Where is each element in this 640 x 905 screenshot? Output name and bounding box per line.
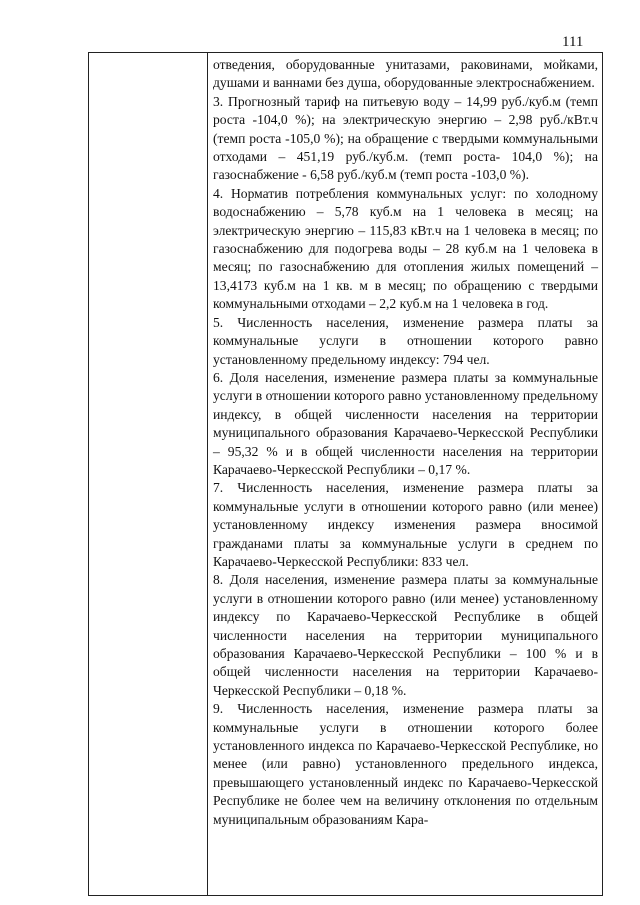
page-number: 111 [562, 34, 584, 50]
table-left-column [89, 53, 208, 895]
paragraph-item-4-norms: 4. Норматив потребления коммунальных услуг: по холодному водоснабжению – 5,78 куб.м на 1 человека в месяц; на электрическую энергию – 115,83 кВт.ч на 1 человека в месяц; по газоснабжению для подогрева воды – 28 куб.м на 1 человека в месяц; по газоснабжению для отопления жилых помещений – 13,4173 куб.м на 1 кв. м в месяц; по обращению с твердыми коммунальными отходами – 2,2 куб.м на 1 человека в год. [213, 185, 598, 312]
paragraph-item-5-population: 5. Численность населения, изменение размера платы за коммунальные услуги в отношении которого равно установленному предельному индексу: 794 чел. [213, 314, 598, 367]
document-table [88, 52, 603, 896]
paragraph-item-3-tariffs: 3. Прогнозный тариф на питьевую воду – 14,99 руб./куб.м (темп роста -104,0 %); на электрическую энергию – 2,98 руб./кВт.ч (темп роста -105,0 %); на обращение с твердыми коммунальными отходами – 451,19 руб./куб.м. (темп роста- 104,0 %); на газоснабжение - 6,58 руб./куб.м (темп роста -103,0 %). [213, 93, 598, 183]
paragraph-continuation: отведения, оборудованные унитазами, раковинами, мойками, душами и ваннами без душа, оборудованные электроснабжением. [213, 57, 598, 91]
paragraph-item-8-share: 8. Доля населения, изменение размера платы за коммунальные услуги в отношении которого равно (или менее) установленному индексу по Карачаево-Черкесской Республике в общей численности населения на территории муниципального образования Карачаево-Черкесской Республики – 100 % и в общей численности населения на территории Карачаево-Черкесской Республики – 0,18 %. [213, 572, 598, 698]
paragraph-item-7-population: 7. Численность населения, изменение размера платы за коммунальные услуги в отношении которого равно (или менее) установленному индексу изменения размера вносимой гражданами платы за коммунальные услуги в среднем по Карачаево-Черкесской Республики: 833 чел. [213, 480, 598, 569]
paragraph-item-6-share: 6. Доля населения, изменение размера платы за коммунальные услуги в отношении которого равно установленному предельному индексу, в общей численности населения на территории муниципального образования Карачаево-Черкесской Республики – 95,32 % и в общей численности населения на территории Карачаево-Черкесской Республики – 0,17 %. [213, 369, 598, 477]
paragraph-item-9-population: 9. Численность населения, изменение размера платы за коммунальные услуги в отношении которого более установленного индекса по Карачаево-Черкесской Республике, но менее (или равно) установленного предельного индекса, превышающего установленный индекс по Карачаево-Черкесской Республике не более чем на величину отклонения по отдельным муниципальным образованиям Кара- [213, 701, 598, 827]
table-right-column [208, 53, 602, 895]
